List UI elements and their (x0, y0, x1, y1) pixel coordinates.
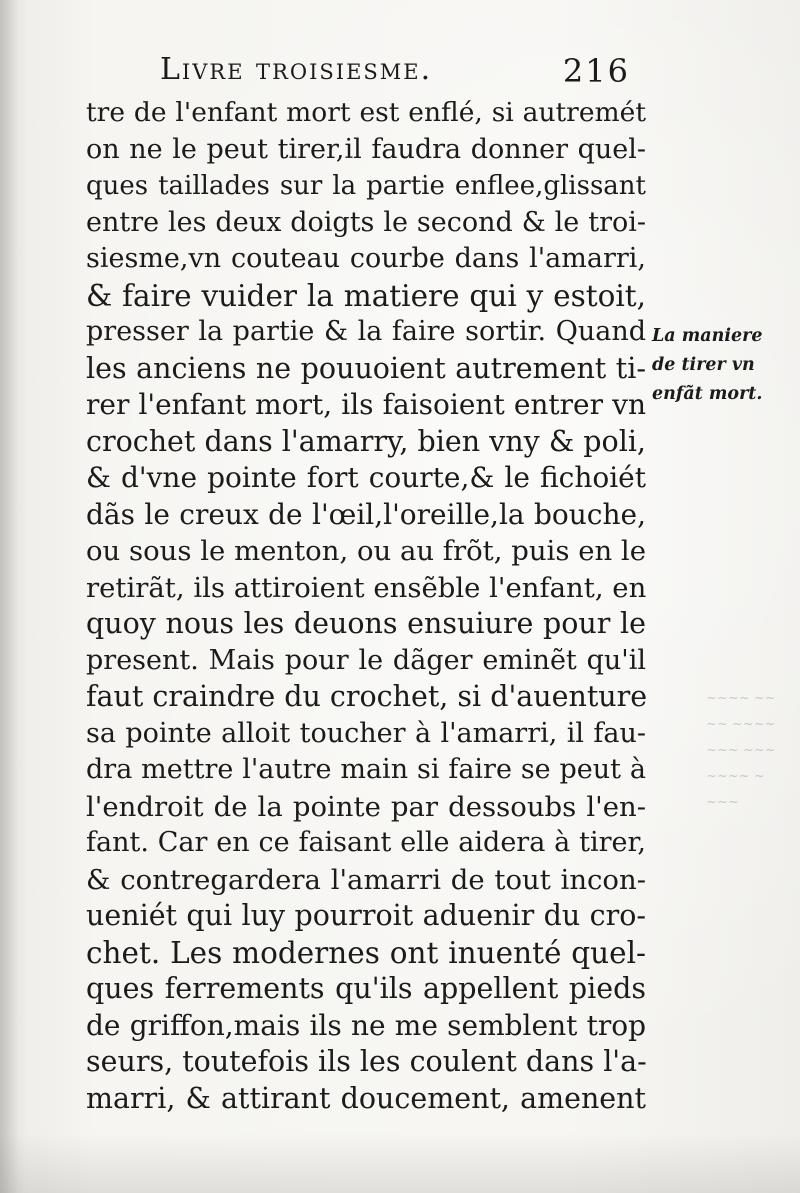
running-title: Livre troisiesme. (160, 52, 433, 87)
text-line: rer l'enfant mort, ils faisoient entrer vn (86, 388, 646, 421)
text-line: ueniét qui luy pourroit aduenir du cro- (86, 899, 646, 932)
text-line: ques taillades sur la partie enflee,glissant (86, 171, 646, 201)
margin-note-line: de tirer vn (652, 355, 755, 375)
text-line: present. Mais pour le dãger eminẽt qu'il (86, 644, 646, 676)
binding-shadow (0, 0, 26, 1193)
margin-note-line: La maniere (652, 326, 763, 346)
body-text (86, 95, 646, 1117)
text-line: chet. Les modernes ont inuenté quel- (86, 935, 646, 970)
text-line: & faire vuider la matiere qui y estoit, (86, 278, 646, 313)
text-line: l'endroit de la pointe par dessoubs l'en- (86, 790, 646, 823)
text-line: de griffon,mais ils ne me semblent trop (86, 1008, 646, 1042)
page-bottom-shadow (0, 1133, 800, 1193)
text-line: fant. Car en ce faisant elle aidera à tirer, (86, 827, 646, 858)
text-line: tre de l'enfant mort est enflé, si autremét (86, 97, 646, 128)
text-line: siesme,vn couteau courbe dans l'amarri, (86, 243, 646, 274)
margin-note (652, 322, 796, 409)
text-line: quoy nous les deuons ensuiure pour le (86, 607, 646, 640)
text-line: & d'vne pointe fort courte,& le fichoiét (86, 461, 646, 494)
text-line: presser la partie & la faire sortir. Quand (86, 316, 646, 347)
text-line: retirãt, ils attiroient ensẽble l'enfant, en (86, 571, 647, 604)
text-line: faut craindre du crochet, si d'auenture (86, 680, 648, 713)
text-line: les anciens ne pouuoient autrement ti- (86, 351, 646, 385)
text-line: on ne le peut tirer,il faudra donner quel- (86, 133, 646, 165)
text-line: entre les deux doigts le second & le troi- (86, 206, 646, 238)
text-line: dãs le creux de l'œil,l'oreille,la bouche, (86, 497, 646, 531)
text-line: dra mettre l'autre main si faire se peut à (86, 754, 646, 785)
text-line: sa pointe alloit toucher à l'amarri, il fau- (86, 717, 646, 749)
text-line: ques ferrements qu'ils appellent pieds (86, 972, 646, 1005)
text-line: marri, & attirant doucement, amenent (86, 1081, 646, 1115)
text-line: crochet dans l'amarry, bien vny & poli, (86, 424, 646, 458)
margin-note-line: enfãt mort. (652, 384, 763, 404)
text-line: ou sous le menton, ou au frõt, puis en le (86, 535, 646, 567)
page-number: 216 (562, 52, 630, 90)
show-through-texture: ~~~~ ~~ ~~ ~~~~ ~~~ ~~~ ~~~~ ~ ~~~ (706, 691, 776, 810)
text-line: seurs, toutefois ils les coulent dans l'a- (86, 1045, 647, 1078)
text-line: & contregardera l'amarri de tout incon- (86, 863, 646, 896)
running-head (160, 52, 630, 92)
